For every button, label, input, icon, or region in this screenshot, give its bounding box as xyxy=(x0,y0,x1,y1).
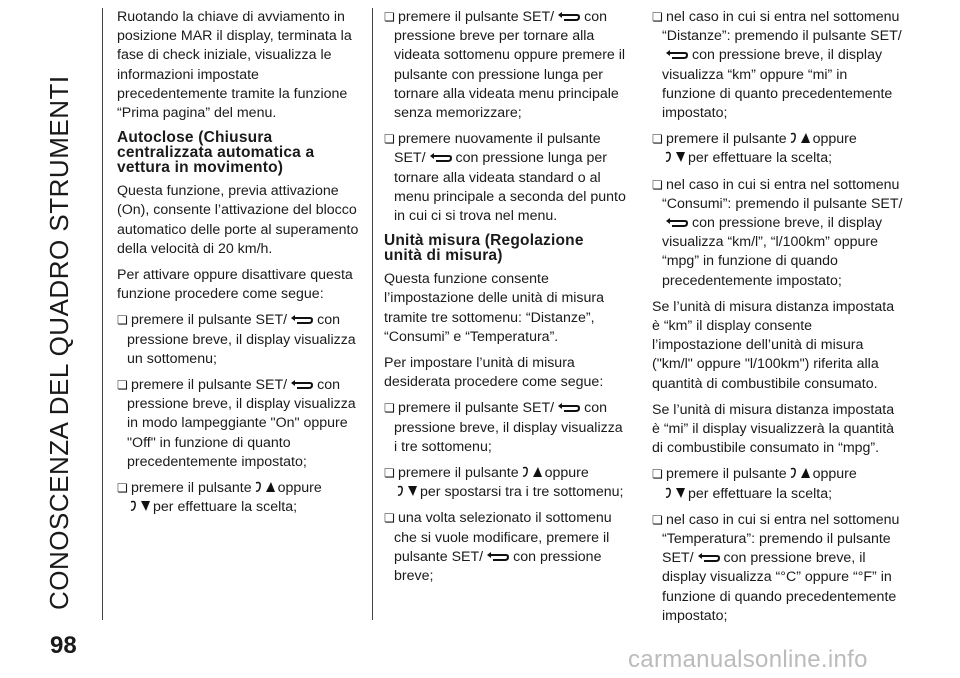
list-item-text: per effettuare la scelta; xyxy=(688,150,833,167)
list-item-text: con pressione breve, il display visualizza un sottomenu; xyxy=(127,312,356,367)
set-return-icon xyxy=(486,551,510,562)
list-item-text: oppure xyxy=(812,466,857,483)
list-item-text: premere il pulsante xyxy=(397,465,519,482)
list-item xyxy=(117,311,359,369)
paragraph: Ruotando la chiave di avviamento in posizione MAR il display, terminata la fase di check iniziale, visualizza le informazioni impostate precedentemente tramite la funzione “Prima pagina” del menu. xyxy=(117,9,352,122)
list-item-text: nel caso in cui si entra nel sottomenu “Consumi”: premendo il pulsante SET/ xyxy=(662,176,903,212)
paragraph: Per attivare oppure disattivare questa funzione procedere come segue: xyxy=(117,267,353,303)
paragraph: Questa funzione consente l’impostazione delle unità di misura tramite tre sottomenu: “Distanze”, “Consumi” e “Temperatura”. xyxy=(384,271,605,345)
list-item-text: premere il pulsante xyxy=(665,131,787,148)
list-item-text: con pressione breve, il display visualizza i tre sottomenu; xyxy=(394,400,623,455)
list-item-text: premere il pulsante xyxy=(665,466,787,483)
list-item-text: premere il pulsante SET/ xyxy=(130,377,288,394)
paragraph: Per impostare l’unità di misura desiderata procedere come segue: xyxy=(384,355,604,391)
list-item xyxy=(384,8,626,123)
paragraph: Se l’unità di misura distanza impostata è “mi” il display visualizzerà la quantità di combustibile consumato in “mpg”. xyxy=(652,401,895,457)
list-item-text: con pressione lunga per tornare alla videata standard o al menu principale a seconda del punto in cui ci si trova nel menu. xyxy=(394,150,626,225)
up-arrow-icon xyxy=(521,465,543,479)
set-return-icon xyxy=(557,11,581,22)
list-item-text: per effettuare la scelta; xyxy=(153,499,298,516)
list-item-text: con pressione breve, il display visualizza “km” oppure “mi” in funzione di quanto precedentemente impostato; xyxy=(662,47,893,122)
section-heading-autoclose: Autoclose (Chiusura centralizzata automatica a vettura in movimento) xyxy=(117,129,315,177)
list-item-text: con pressione breve, il display visualizza “km/l”, “l/100km” oppure “mpg” in funzione di quando precedentemente impostato; xyxy=(662,215,883,289)
footer-watermark: carmanualsonline.info xyxy=(628,646,868,673)
list-item-text: premere nuovamente il pulsante SET/ xyxy=(394,131,601,167)
list-item-text: oppure xyxy=(544,465,589,482)
page-number: 98 xyxy=(50,632,77,659)
set-return-icon xyxy=(665,217,689,228)
set-return-icon xyxy=(290,314,314,325)
column-divider xyxy=(102,8,103,620)
list-item xyxy=(652,465,904,503)
section-heading-units: Unità misura (Regolazione unità di misura) xyxy=(384,232,584,265)
down-arrow-icon xyxy=(396,484,418,498)
paragraph: Se l’unità di misura distanza impostata è “km” il display consente l’impostazione dell’unità di misura ("km/l" oppure "l/100km") riferita alla quantità di combustibile consumato. xyxy=(652,298,895,392)
set-return-icon xyxy=(429,152,453,163)
list-item xyxy=(384,130,626,226)
list-item xyxy=(117,376,359,472)
up-arrow-icon xyxy=(254,480,276,494)
list-item-text: con pressione breve per tornare alla videata sottomenu oppure premere il pulsante con pressione lunga per tornare alla videata menu principale senza memorizzare; xyxy=(394,9,626,122)
list-item-text: premere il pulsante SET/ xyxy=(397,9,555,25)
down-arrow-icon xyxy=(664,486,686,500)
list-item xyxy=(384,399,626,457)
set-return-icon xyxy=(557,402,581,413)
list-item xyxy=(652,8,904,123)
list-item xyxy=(652,176,904,291)
list-item-text: premere il pulsante SET/ xyxy=(397,400,555,417)
down-arrow-icon xyxy=(664,150,686,164)
text-column-1 xyxy=(117,8,359,524)
list-item-text: con pressione breve; xyxy=(394,548,602,585)
set-return-icon xyxy=(697,552,721,563)
column-divider xyxy=(372,8,373,620)
list-item xyxy=(384,464,626,502)
list-item-text: per spostarsi tra i tre sottomenu; xyxy=(420,484,624,501)
up-arrow-icon xyxy=(789,131,811,145)
list-item-text: oppure xyxy=(812,131,857,148)
list-item-text: una volta selezionato il sottomenu che si vuole modificare, premere il pulsante SET/ xyxy=(394,510,612,565)
set-return-icon xyxy=(290,379,314,390)
list-item-text: premere il pulsante SET/ xyxy=(130,312,288,329)
list-item-text: nel caso in cui si entra nel sottomenu “Distanze”: premendo il pulsante SET/ xyxy=(662,9,902,45)
list-item xyxy=(384,509,626,586)
list-item-text: premere il pulsante xyxy=(130,480,252,497)
list-item-text: per effettuare la scelta; xyxy=(688,485,833,502)
list-item-text: con pressione breve, il display visualizza “°C” oppure “°F” in funzione di quando precedentemente impostato; xyxy=(662,550,897,624)
section-sidebar-title: CONOSCENZA DEL QUADRO STRUMENTI xyxy=(44,75,74,610)
list-item-text: oppure xyxy=(277,480,322,497)
list-item-text: con pressione breve, il display visualizza in modo lampeggiante "On" oppure "Off" in funzione di quanto precedentemente impostato; xyxy=(127,377,356,470)
text-column-3 xyxy=(652,8,904,633)
text-column-2 xyxy=(384,8,626,593)
list-item xyxy=(652,511,904,626)
paragraph: Questa funzione, previa attivazione (On), consente l’attivazione del blocco automatico delle porte al superamento della velocità di 20 km/h. xyxy=(117,183,359,257)
set-return-icon xyxy=(665,49,689,60)
list-item xyxy=(652,130,904,168)
list-item-text: nel caso in cui si entra nel sottomenu “Temperatura”: premendo il pulsante SET/ xyxy=(662,511,900,567)
up-arrow-icon xyxy=(789,466,811,480)
list-item xyxy=(117,479,359,517)
down-arrow-icon xyxy=(129,499,151,513)
